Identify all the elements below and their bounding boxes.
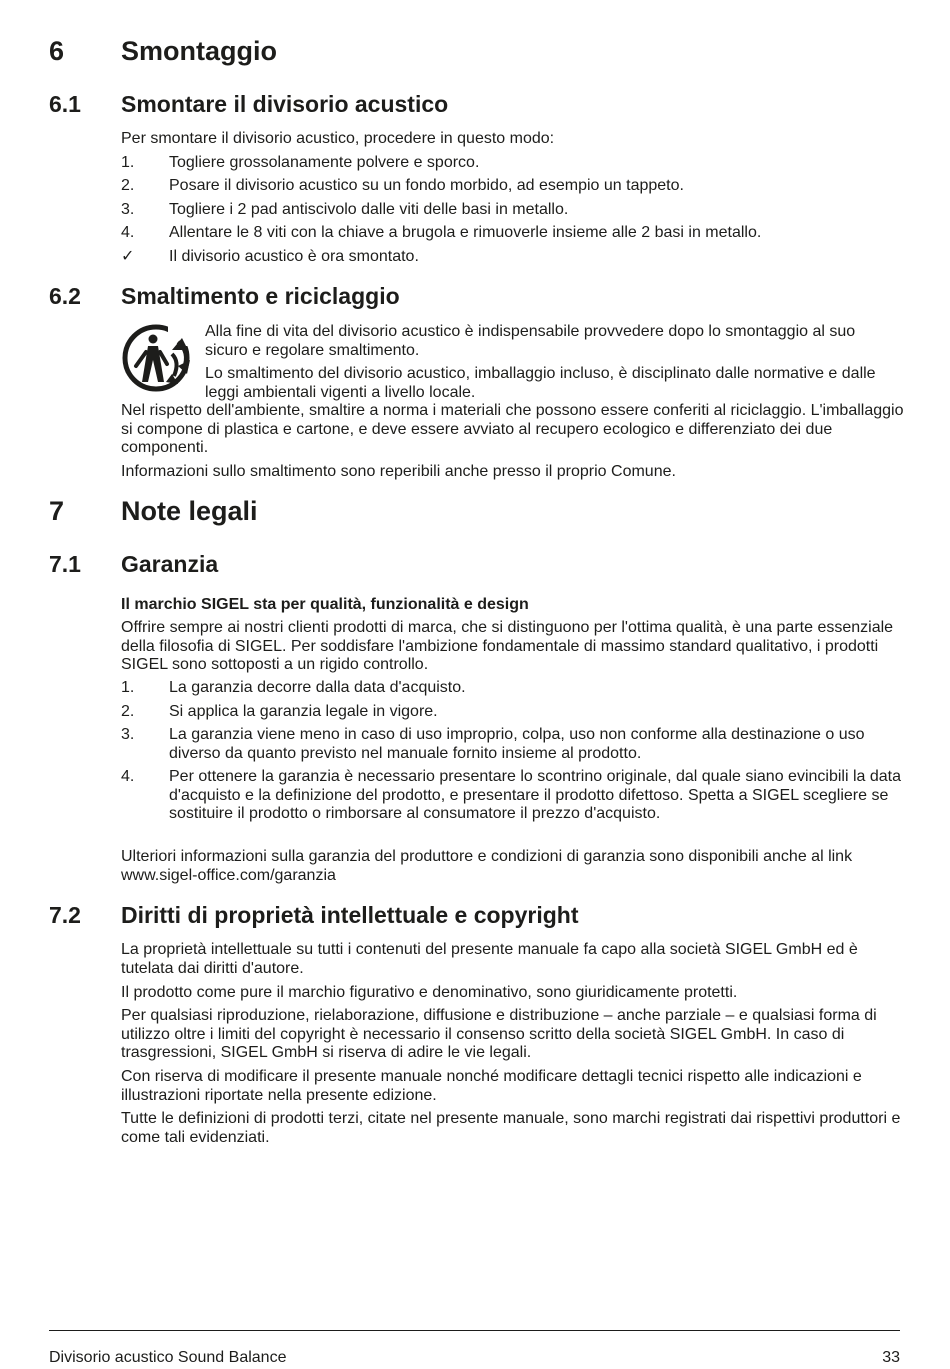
list-item: 1. La garanzia decorre dalla data d'acquisto. bbox=[121, 679, 466, 696]
page-number: 33 bbox=[882, 1349, 900, 1366]
list-item: 4. Allentare le 8 viti con la chiave a brugola e rimuoverle insieme alle 2 basi in metallo. bbox=[121, 224, 762, 241]
list-item: 2. Posare il divisorio acustico su un fondo morbido, ad esempio un tappeto. bbox=[121, 177, 684, 194]
footer-title: Divisorio acustico Sound Balance bbox=[49, 1349, 287, 1366]
copyright-paragraph: Con riserva di modificare il presente manuale nonché modificare dettagli tecnici rispetto alle indicazioni e illustrazioni riportate nella presente edizione. bbox=[121, 1068, 862, 1104]
section-title: Smontaggio bbox=[121, 36, 277, 66]
section-number: 6 bbox=[49, 36, 65, 66]
disposal-paragraph: Informazioni sullo smaltimento sono reperibili anche presso il proprio Comune. bbox=[121, 463, 676, 480]
disposal-paragraph: Nel rispetto dell'ambiente, smaltire a norma i materiali che possono essere conferiti al riciclaggio. L'imballaggio si compone di plastica e cartone, e deve essere avviato al recupero ecologico e differenziato dei due componenti. bbox=[121, 402, 904, 456]
checkmark-icon: ✓ bbox=[121, 248, 135, 265]
list-item: 3. Togliere i 2 pad antiscivolo dalle viti delle basi in metallo. bbox=[121, 201, 569, 218]
list-item: 1. Togliere grossolanamente polvere e sporco. bbox=[121, 154, 480, 171]
footer-divider bbox=[49, 1330, 900, 1331]
list-item: 3. La garanzia viene meno in caso di uso improprio, colpa, uso non conforme alla destinazione o uso diverso da quanto previsto nel manuale fornito insieme al prodotto. bbox=[121, 726, 865, 762]
warranty-paragraph: Offrire sempre ai nostri clienti prodotti di marca, che si distinguono per l'ottima qualità, è una parte essenziale della filosofia di SIGEL. Per soddisfare l'ambizione fondamentale di massimo standard qualitativo, i prodotti SIGEL sono sottoposti a un rigido controllo. bbox=[121, 619, 894, 673]
copyright-paragraph: Tutte le definizioni di prodotti terzi, citate nel presente manuale, sono marchi registrati dai rispettivi produttori e come tali evidenziati. bbox=[121, 1110, 901, 1146]
subsection-number: 7.2 bbox=[49, 902, 81, 928]
warranty-link-paragraph: Ulteriori informazioni sulla garanzia del produttore e condizioni di garanzia sono disponibili anche al link www.sigel-office.com/garanzia bbox=[121, 848, 853, 884]
result-item: ✓ Il divisorio acustico è ora smontato. bbox=[121, 248, 419, 265]
subsection-title: Smaltimento e riciclaggio bbox=[121, 283, 400, 309]
copyright-paragraph: Per qualsiasi riproduzione, rielaborazione, diffusione e distribuzione – anche parziale – e qualsiasi forma di utilizzo oltre i limiti del copyright è necessario il consenso scritto della società SIGEL GmbH. In caso di trasgressioni, SIGEL GmbH si riserva di adire le vie legali. bbox=[121, 1007, 877, 1061]
list-item: 4. Per ottenere la garanzia è necessario presentare lo scontrino originale, dal quale siano evincibili la data d'acquisto e la definizione del prodotto, e presentare il prodotto difettoso. Spetta a SIGEL scegliere se sostituire il prodotto o rimborsare al consumatore il prezzo d'acquisto. bbox=[121, 768, 901, 822]
subsection-title: Garanzia bbox=[121, 551, 219, 577]
disposal-paragraph: Lo smaltimento del divisorio acustico, imballaggio incluso, è disciplinato dalle normative e dalle leggi ambientali vigenti a livello locale. bbox=[205, 365, 876, 401]
recycling-icon bbox=[120, 322, 196, 394]
subsection-number: 7.1 bbox=[49, 551, 81, 577]
section-number: 7 bbox=[49, 496, 65, 526]
section-title: Note legali bbox=[121, 496, 258, 526]
copyright-paragraph: La proprietà intellettuale su tutti i contenuti del presente manuale fa capo alla società SIGEL GmbH ed è tutelata dai diritti d'autore. bbox=[121, 941, 858, 977]
warranty-subheading: Il marchio SIGEL sta per qualità, funzionalità e design bbox=[121, 596, 529, 613]
list-item: 2. Si applica la garanzia legale in vigore. bbox=[121, 703, 438, 720]
intro-text: Per smontare il divisorio acustico, procedere in questo modo: bbox=[121, 130, 555, 147]
subsection-number: 6.1 bbox=[49, 91, 81, 117]
subsection-number: 6.2 bbox=[49, 283, 81, 309]
copyright-paragraph: Il prodotto come pure il marchio figurativo e denominativo, sono giuridicamente protetti. bbox=[121, 984, 738, 1001]
subsection-title: Smontare il divisorio acustico bbox=[121, 91, 449, 117]
subsection-title: Diritti di proprietà intellettuale e copyright bbox=[121, 902, 579, 928]
disposal-paragraph: Alla fine di vita del divisorio acustico è indispensabile provvedere dopo lo smontaggio al suo sicuro e regolare smaltimento. bbox=[205, 323, 856, 359]
